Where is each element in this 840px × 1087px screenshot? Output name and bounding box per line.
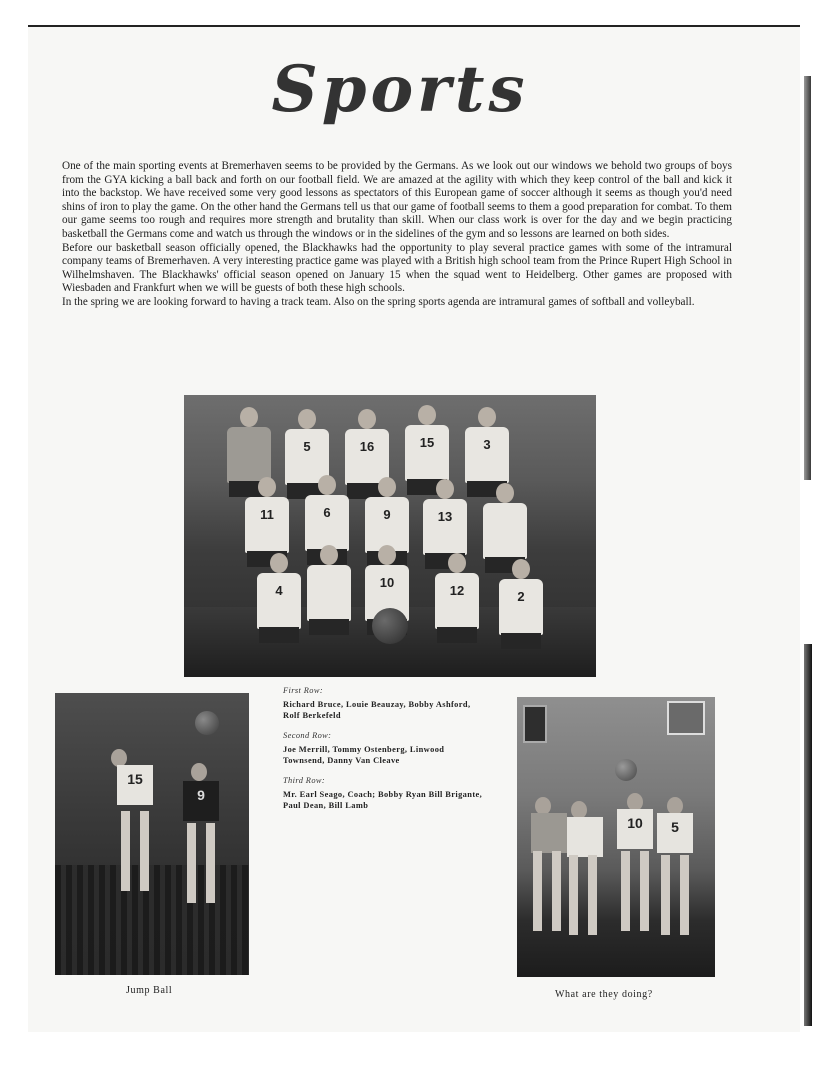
player-back-4: 3 (462, 407, 512, 507)
player-mid-1: 11 (242, 477, 292, 577)
player-mid-3: 9 (362, 477, 412, 577)
basketball (372, 608, 408, 644)
page-title: Sports (271, 52, 529, 127)
player-back-2: 16 (342, 409, 392, 509)
article-body (62, 160, 732, 310)
paragraph-spring: In the spring we are looking forward to having a track team. Also on the spring sports agenda are intramural games of softball and volleyball. (62, 295, 695, 308)
player-front-3: 10 (362, 545, 412, 645)
roster-row-names: Mr. Earl Seago, Coach; Bobby Ryan Bill Brigante, Paul Dean, Bill Lamb (283, 790, 483, 810)
player-back-1: 5 (282, 409, 332, 509)
roster-row-label: Second Row: (283, 731, 332, 740)
player-mid-4: 13 (420, 479, 470, 579)
jump-ball-caption: Jump Ball (126, 985, 173, 996)
player-front-1: 4 (254, 553, 304, 653)
team-photo (184, 395, 596, 677)
roster-row-names: Richard Bruce, Louie Beauzay, Bobby Ashford, Rolf Berkefeld (283, 700, 471, 720)
basketball-hoop (667, 701, 705, 735)
player-back-3: 15 (402, 405, 452, 505)
what-caption: What are they doing? (555, 989, 653, 1000)
player-front-2 (304, 545, 354, 645)
roster-row-label: Third Row: (283, 776, 326, 785)
player-front-5: 2 (496, 559, 546, 659)
roster-row-label: First Row: (283, 686, 324, 695)
player-front-4: 12 (432, 553, 482, 653)
page-edge-shadow-lower (804, 644, 812, 1026)
basketball-in-air (195, 711, 219, 735)
basketball-in-air (615, 759, 637, 781)
paragraph-soccer: One of the main sporting events at Bremerhaven seems to be provided by the Germans. As we look out our windows we behold two groups of boys from the GYA kicking a ball back and forth on our football field. We are amazed at the agility with which they keep control of the ball and kick it into the backstop. We have received some very good lessons as spectators of this European game of soccer although it seems as though you'd need shins of iron to play the game. On the other hand the Germans tell us that our game of football seems to them a good preparation for combat. To them our game seems too rough and requires more strength and brutality than skill. When our class work is over for the day and we begin practicing basketball the Germans come and watch us through the windows or in the sidelines of the gym and so lessons are learned on both sides. (62, 160, 732, 240)
roster-list (283, 685, 483, 811)
jump-ball-photo: 15 9 (55, 693, 249, 975)
paragraph-basketball: Before our basketball season officially opened, the Blackhawks had the opportunity to play several practice games with some of the intramural company teams of Bremerhaven. A very interesting practice game was played with a British high school team from the Prince Rupert High School in Wilhelmshaven. The Blackhawks' official season opened on January 15 when the squad went to Heidelberg. Other games are proposed with Wiesbaden and Frankfurt when we will be guests of both these high schools. (62, 241, 732, 295)
page-edge-shadow (804, 76, 811, 480)
player-mid-2: 6 (302, 475, 352, 575)
what-are-they-doing-photo: 10 5 (517, 697, 715, 977)
roster-row-names: Joe Merrill, Tommy Ostenberg, Linwood Townsend, Danny Van Cleave (283, 745, 445, 765)
